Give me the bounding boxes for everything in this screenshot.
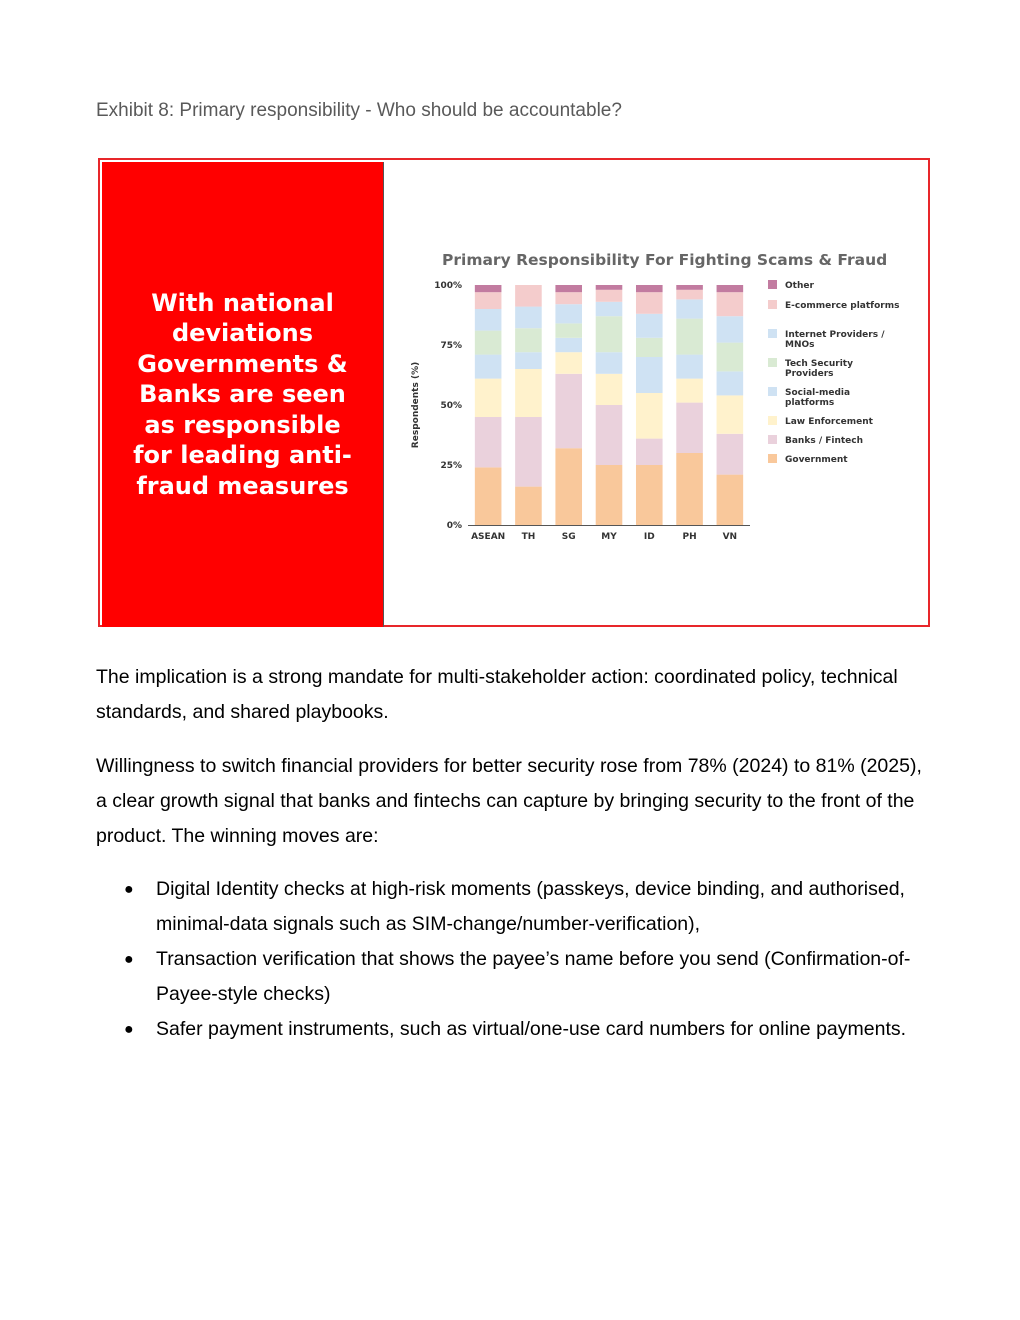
bar-segment xyxy=(596,316,623,352)
legend-label: Law Enforcement xyxy=(785,417,873,427)
bar-segment xyxy=(555,338,582,352)
x-tick-label: ASEAN xyxy=(471,532,506,542)
legend-swatch xyxy=(768,435,777,444)
bar-segment xyxy=(475,467,502,525)
bar-segment xyxy=(636,314,663,338)
x-tick-label: PH xyxy=(682,532,697,542)
bar-segment xyxy=(475,417,502,467)
bar-segment xyxy=(717,371,744,395)
highlight-panel xyxy=(102,162,384,627)
bar-segment xyxy=(636,357,663,393)
bar-segment xyxy=(515,369,542,417)
legend-label: Banks / Fintech xyxy=(785,436,864,446)
bar-segment xyxy=(555,285,582,292)
paragraph-implication: The implication is a strong mandate for multi-stakeholder action: coordinated policy, technical standards, and shared playbooks. xyxy=(96,666,898,723)
bar-segment xyxy=(676,403,703,453)
legend-label: Other xyxy=(785,281,814,291)
bar-segment xyxy=(636,393,663,439)
legend-swatch xyxy=(768,300,777,309)
bullet-icon: ● xyxy=(124,951,134,968)
bar-segment xyxy=(596,285,623,290)
bar-segment xyxy=(515,487,542,525)
bar-segment xyxy=(475,379,502,417)
chart-container xyxy=(398,240,918,550)
bar-segment xyxy=(636,292,663,314)
bar-segment xyxy=(475,331,502,355)
legend-label: Government xyxy=(785,455,848,465)
bar-segment xyxy=(596,465,623,525)
x-tick-label: TH xyxy=(521,532,536,542)
legend-swatch xyxy=(768,416,777,425)
y-axis-title: Respondents (%) xyxy=(411,361,421,449)
bar-segment xyxy=(596,374,623,405)
bar-segment xyxy=(717,292,744,316)
bar-segment xyxy=(676,379,703,403)
bar-segment xyxy=(676,299,703,318)
bar-segment xyxy=(676,355,703,379)
bar-segment xyxy=(555,352,582,374)
bar-segment xyxy=(717,475,744,525)
bar-segment xyxy=(596,352,623,374)
bar-segment xyxy=(515,285,542,307)
chart-title: Primary Responsibility For Fighting Scams & Fraud xyxy=(442,251,888,269)
bar-segment xyxy=(475,355,502,379)
bar-segment xyxy=(475,292,502,309)
legend-label: Tech Security Providers xyxy=(785,359,853,379)
paragraph-willingness: Willingness to switch financial providers for better security rose from 78% (2024) to 81% (2025), a clear growth signal that banks and fintechs can capture by bringing security to the front of the product. The winning moves are: xyxy=(96,755,922,847)
bar-segment xyxy=(515,417,542,487)
legend-swatch xyxy=(768,387,777,396)
legend-swatch xyxy=(768,280,777,289)
bar-segment xyxy=(515,328,542,352)
y-tick-label: 50% xyxy=(440,401,462,411)
bar-segment xyxy=(717,316,744,342)
list-item-text: Digital Identity checks at high-risk moments (passkeys, device binding, and authorised, minimal-data signals such as SIM-change/number-verification), xyxy=(156,878,905,935)
bar-segment xyxy=(636,338,663,357)
y-tick-label: 25% xyxy=(440,461,462,471)
legend-label: E-commerce platforms xyxy=(785,301,900,311)
bar-segment xyxy=(676,290,703,300)
y-tick-label: 100% xyxy=(434,281,462,291)
x-tick-label: VN xyxy=(722,532,738,542)
bar-segment xyxy=(515,352,542,369)
bar-segment xyxy=(555,292,582,304)
list-item-text: Safer payment instruments, such as virtual/one-use card numbers for online payments. xyxy=(156,1018,907,1040)
highlight-message: With national deviations Governments & Banks are seen as responsible for leading anti-fraud measures xyxy=(133,288,352,500)
bar-segment xyxy=(555,304,582,323)
bar-segment xyxy=(555,323,582,337)
bar-segment xyxy=(596,290,623,302)
bar-segment xyxy=(636,465,663,525)
bar-segment xyxy=(515,307,542,329)
x-tick-label: ID xyxy=(643,532,655,542)
list-item xyxy=(96,1012,926,1047)
list-item-text: Transaction verification that shows the payee’s name before you send (Confirmation-of-Payee-style checks) xyxy=(156,948,911,1005)
x-tick-label: SG xyxy=(561,532,576,542)
legend-swatch xyxy=(768,454,777,463)
exhibit-caption: Exhibit 8: Primary responsibility - Who should be accountable? xyxy=(96,100,622,121)
bar-segment xyxy=(596,405,623,465)
list-item xyxy=(96,942,926,1012)
bullet-icon: ● xyxy=(124,881,134,898)
legend-swatch xyxy=(768,329,777,338)
stacked-bar-chart xyxy=(398,240,918,550)
y-tick-label: 0% xyxy=(446,521,462,531)
winning-moves-list xyxy=(96,872,926,1047)
bar-segment xyxy=(636,285,663,292)
y-tick-label: 75% xyxy=(440,341,462,351)
bar-segment xyxy=(596,302,623,316)
legend-label: Internet Providers / MNOs xyxy=(785,330,885,350)
exhibit-figure xyxy=(98,158,930,627)
bar-segment xyxy=(475,309,502,331)
legend-label: Social-media platforms xyxy=(785,388,851,408)
bar-segment xyxy=(555,374,582,448)
bar-segment xyxy=(717,285,744,292)
x-tick-label: MY xyxy=(601,532,617,542)
bar-segment xyxy=(717,343,744,372)
legend-swatch xyxy=(768,358,777,367)
bar-segment xyxy=(676,319,703,355)
list-item xyxy=(96,872,926,942)
bullet-icon: ● xyxy=(124,1021,134,1038)
bar-segment xyxy=(717,434,744,475)
bar-segment xyxy=(717,395,744,433)
bar-segment xyxy=(636,439,663,465)
bar-segment xyxy=(555,448,582,525)
bar-segment xyxy=(475,285,502,292)
bar-segment xyxy=(676,285,703,290)
bar-segment xyxy=(676,453,703,525)
